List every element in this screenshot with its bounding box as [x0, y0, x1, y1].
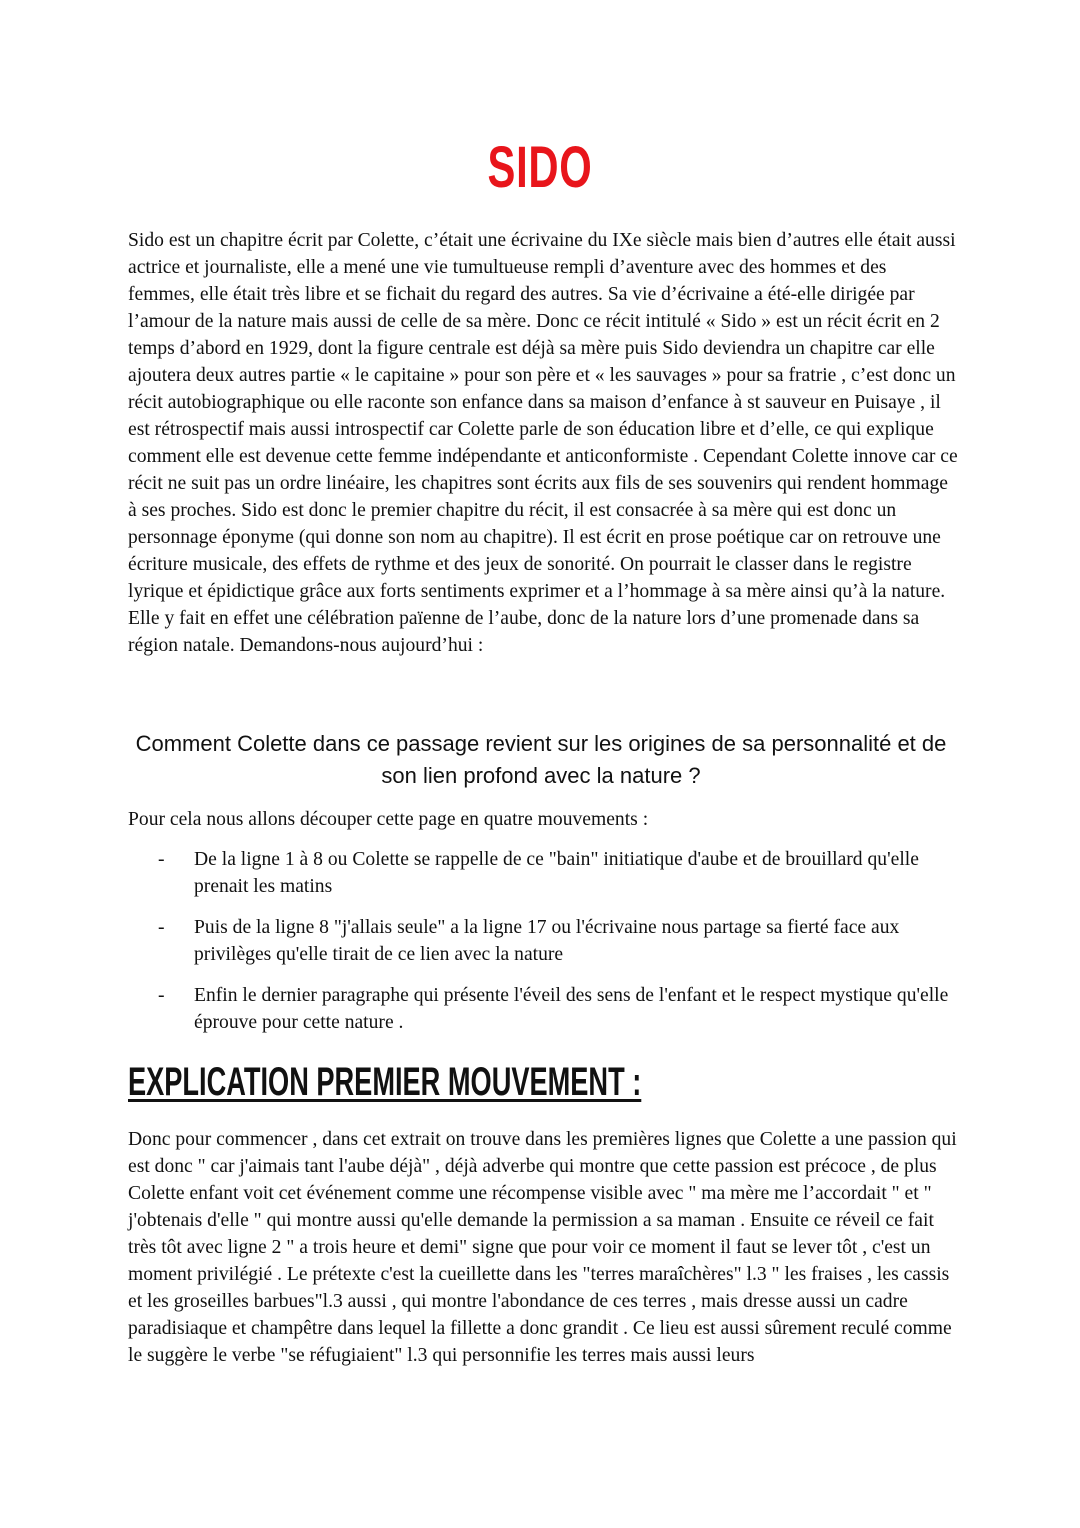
section-heading: EXPLICATION PREMIER MOUVEMENT : [128, 1060, 642, 1104]
movement-text: De la ligne 1 à 8 ou Colette se rappelle de ce "bain" initiatique d'aube et de brouillard qu'elle prenait les matins [194, 849, 919, 897]
document-title: SIDO [487, 135, 593, 200]
movement-item-1 [128, 846, 958, 900]
movements-list [128, 846, 958, 1050]
bullet-dash: - [158, 849, 165, 870]
section-body-paragraph: Donc pour commencer , dans cet extrait on trouve dans les premières lignes que Colette a une passion qui est donc " car j'aimais tant l'aube déjà" , déjà adverbe qui montre que cette passion est précoce , de plus Colette enfant voit cet événement comme une récompense visible avec " ma mère me l’accordait " et " j'obtenais d'elle " qui montre aussi qu'elle demande la permission a sa maman . Ensuite ce réveil ce fait très tôt avec ligne 2 " a trois heure et demi" signe que pour voir ce moment il faut se lever tôt , c'est un moment privilégié . Le prétexte c'est la cueillette dans les "terres maraîchères" l.3 " les fraises , les cassis et les groseilles barbues"l.3 aussi , qui montre l'abondance de ces terres , mais dresse aussi un cadre paradisiaque et champêtre dans lequel la fillette a donc grandit . Ce lieu est aussi sûrement reculé comme le suggère le verbe "se réfugiaient" l.3 qui personnifie les terres mais aussi leurs [128, 1129, 957, 1366]
bullet-dash: - [158, 917, 165, 938]
introduction-paragraph: Sido est un chapitre écrit par Colette, c’était une écrivaine du IXe siècle mais bien d’autres elle était aussi actrice et journaliste, elle a mené une vie tumultueuse rempli d’aventure avec des hommes et des femmes, elle était très libre et se fichait du regard des autres. Sa vie d’écrivaine a été-elle dirigée par l’amour de la nature mais aussi de celle de sa mère. Donc ce récit intitulé « Sido » est un récit écrit en 2 temps d’abord en 1929, dont la figure centrale est déjà sa mère puis Sido deviendra un chapitre car elle ajoutera deux autres partie « le capitaine » pour son père et « les sauvages » pour sa fratrie , c’est donc un récit autobiographique ou elle raconte son enfance dans sa maison d’enfance à st sauveur en Puisaye , il est rétrospectif mais aussi introspectif car Colette parle de son éducation libre et d’elle, ce qui explique comment elle est devenue cette femme indépendante et anticonformiste . Cependant Colette innove car ce récit ne suit pas un ordre linéaire, les chapitres sont écrits aux fils de ses souvenirs qui rendent hommage à ses proches. Sido est donc le premier chapitre du récit, il est consacrée à sa mère qui est donc un personnage éponyme (qui donne son nom au chapitre). Il est écrit en prose poétique car on retrouve une écriture musicale, des effets de rythme et des jeux de sonorité. On pourrait le classer dans le registre lyrique et épidictique grâce aux forts sentiments exprimer et a l’hommage à sa mère ainsi qu’à la nature. Elle y fait en effet une célébration païenne de l’aube, donc de la nature lors d’une promenade dans sa région natale. Demandons-nous aujourd’hui : [128, 230, 958, 656]
movement-text: Enfin le dernier paragraphe qui présente l'éveil des sens de l'enfant et le respect mystique qu'elle éprouve pour cette nature . [194, 985, 949, 1033]
plan-intro-text: Pour cela nous allons découper cette page en quatre mouvements : [128, 809, 649, 830]
movement-text: Puis de la ligne 8 "j'allais seule" a la ligne 17 ou l'écrivaine nous partage sa fierté face aux privilèges qu'elle tirait de ce lien avec la nature [194, 917, 900, 965]
bullet-dash: - [158, 985, 165, 1006]
movement-item-3 [128, 982, 958, 1036]
problematique-question: Comment Colette dans ce passage revient sur les origines de sa personnalité et de son lien profond avec la nature ? [135, 731, 947, 788]
movement-item-2 [128, 914, 958, 968]
